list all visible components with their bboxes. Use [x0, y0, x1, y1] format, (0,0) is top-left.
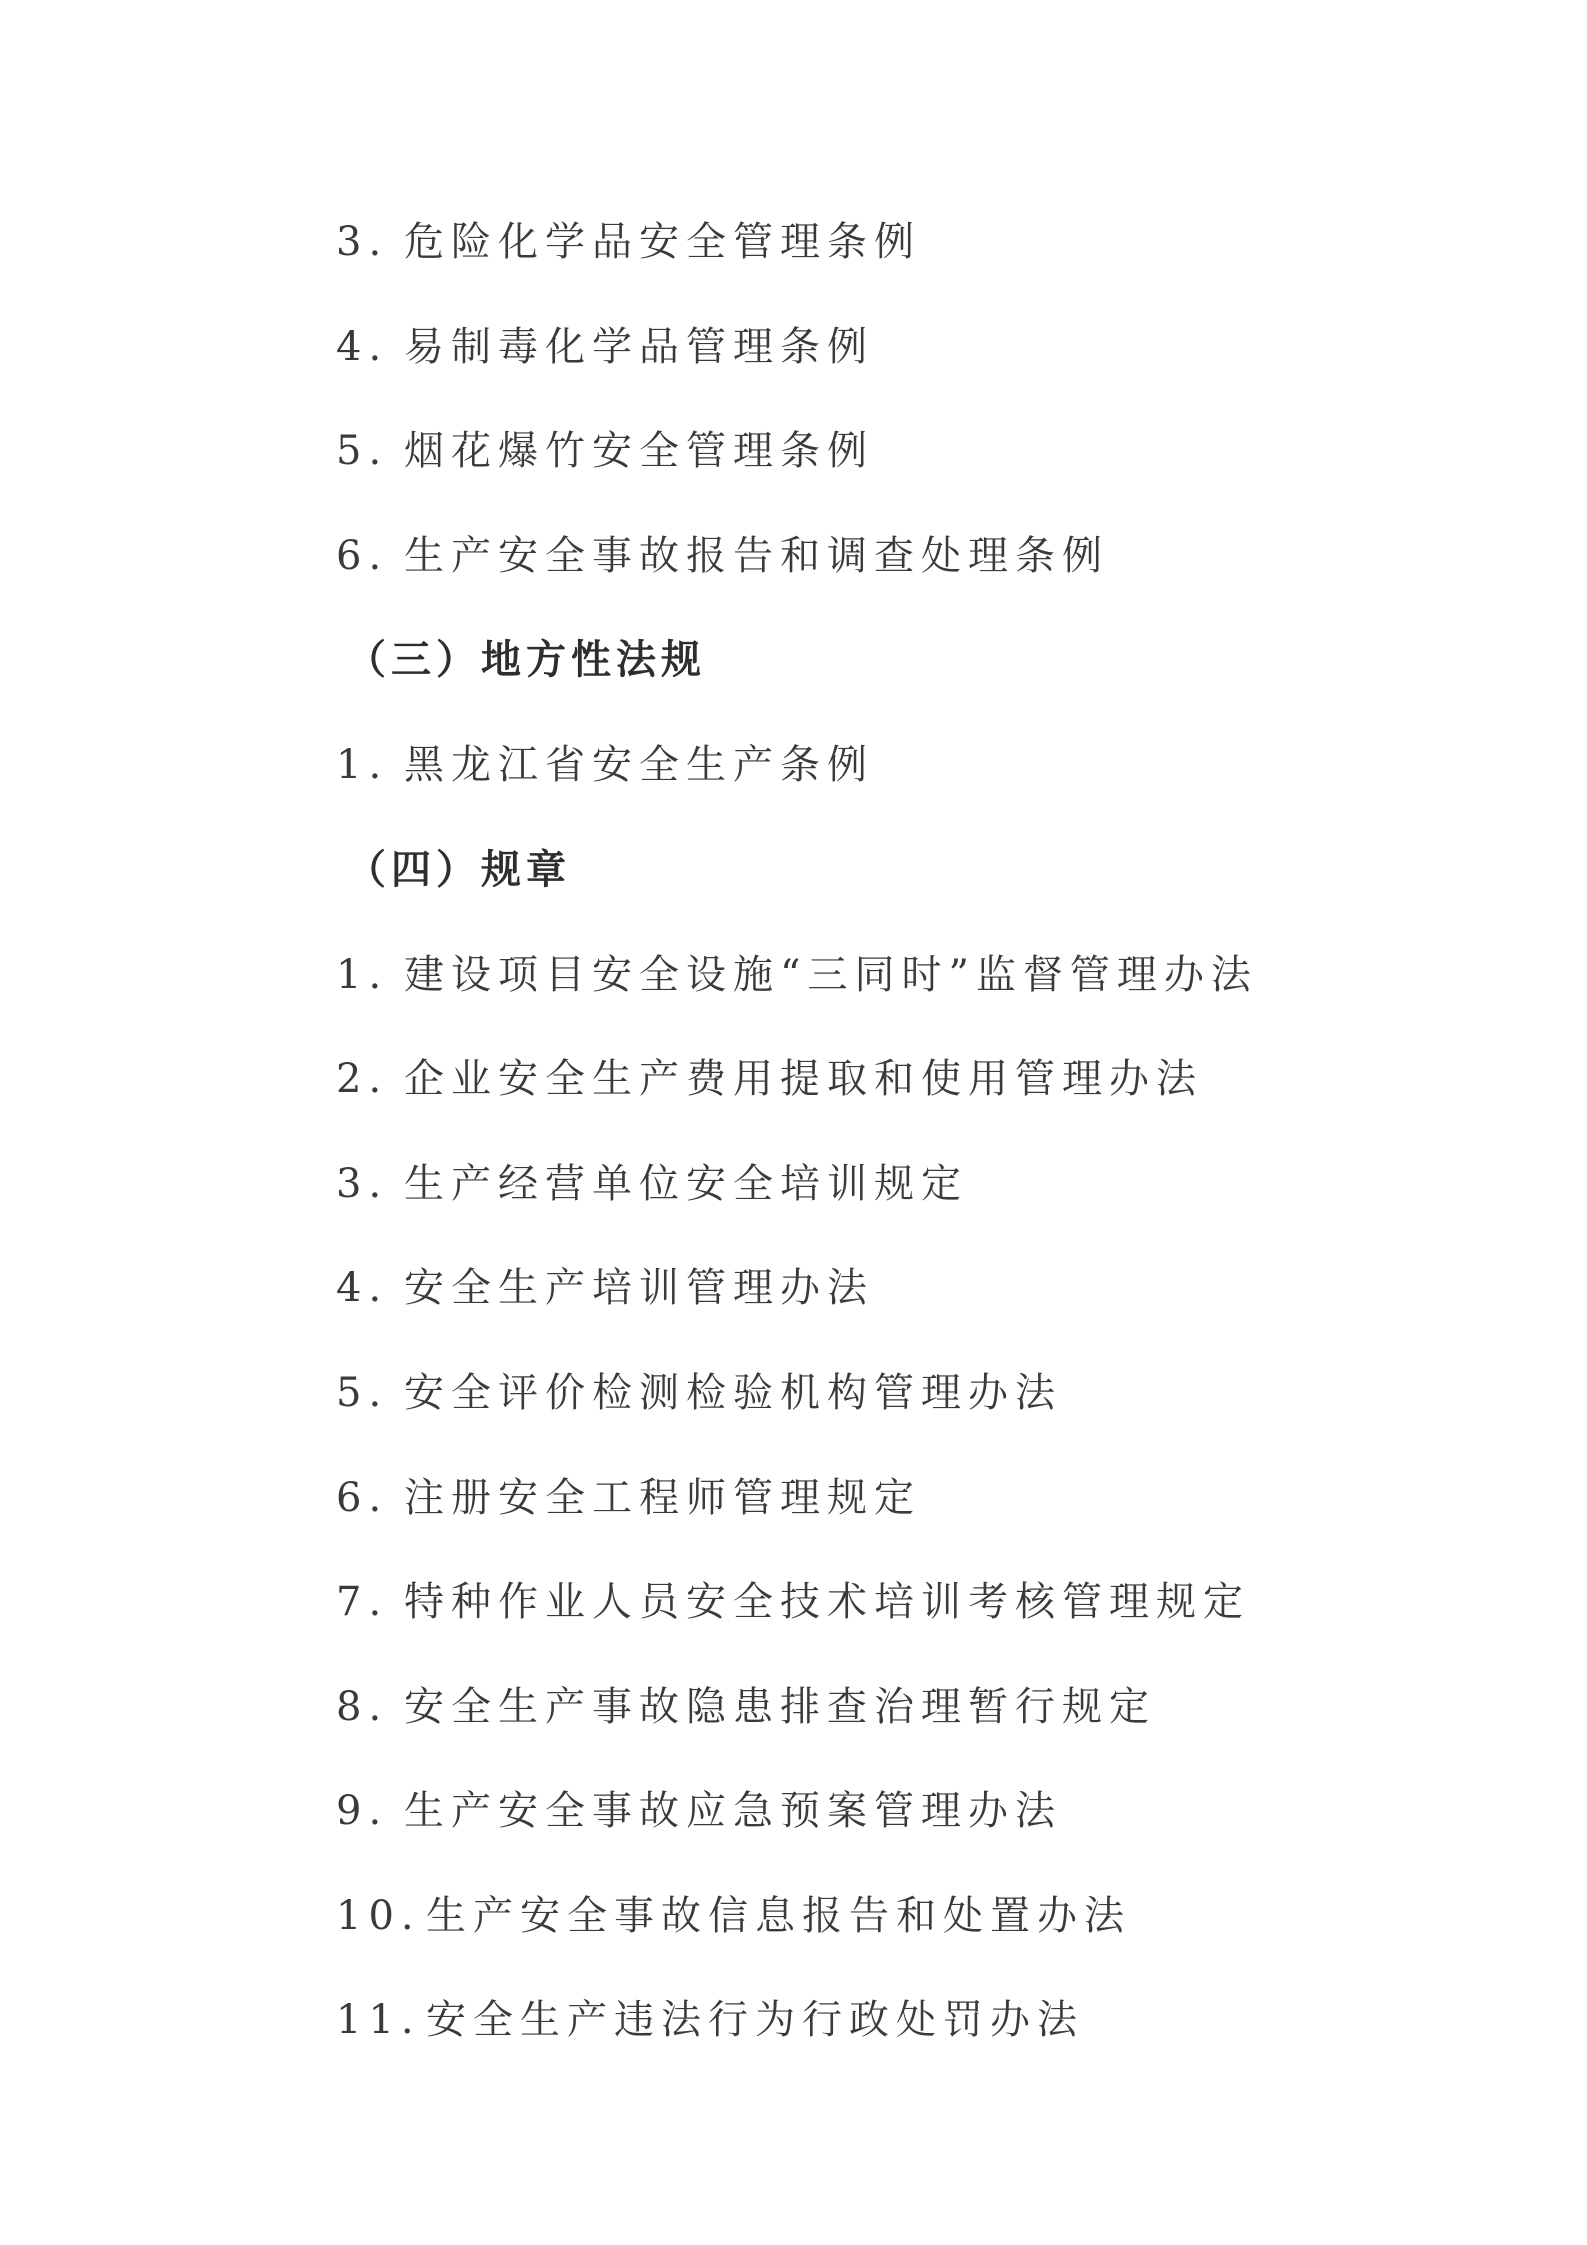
item-text: 生产安全事故应急预案管理办法: [404, 1788, 1062, 1834]
item-text: 企业安全生产费用提取和使用管理办法: [404, 1056, 1203, 1102]
item-text: 注册安全工程师管理规定: [404, 1475, 921, 1521]
list-item: [336, 1994, 1084, 2046]
item-text: 生产经营单位安全培训规定: [404, 1161, 968, 1207]
list-item: [336, 530, 1109, 582]
item-text: 安全评价检测检验机构管理办法: [404, 1370, 1062, 1416]
item-number: 8.: [336, 1684, 389, 1730]
item-number: 6.: [336, 533, 389, 579]
list-item: [336, 1681, 1156, 1733]
item-text: 烟花爆竹安全管理条例: [404, 428, 874, 474]
list-item: [336, 1158, 968, 1210]
list-item: [336, 1053, 1203, 1105]
list-item: [336, 425, 874, 477]
section-heading: （四）规章: [346, 847, 571, 893]
list-item: [336, 1472, 921, 1524]
item-number: 10.: [336, 1893, 421, 1939]
item-number: 1.: [336, 952, 389, 998]
list-item: [336, 321, 874, 373]
item-text: 安全生产违法行为行政处罚办法: [426, 1997, 1084, 2043]
item-number: 5.: [336, 428, 389, 474]
item-number: 2.: [336, 1056, 389, 1102]
item-text: 危险化学品安全管理条例: [404, 219, 921, 265]
item-text: 生产安全事故信息报告和处置办法: [426, 1893, 1131, 1939]
item-number: 6.: [336, 1475, 389, 1521]
item-number: 3.: [336, 1161, 389, 1207]
list-item: [336, 1262, 874, 1314]
list-item: [336, 1785, 1062, 1837]
section-heading: （三）地方性法规: [346, 637, 706, 683]
list-item: [336, 739, 874, 791]
item-number: 4.: [336, 324, 389, 370]
list-item: [336, 216, 921, 268]
item-text: 黑龙江省安全生产条例: [404, 742, 874, 788]
list-item: [336, 1890, 1131, 1942]
item-text: 生产安全事故报告和调查处理条例: [404, 533, 1109, 579]
item-text: 安全生产培训管理办法: [404, 1265, 874, 1311]
item-number: 5.: [336, 1370, 389, 1416]
item-text: 易制毒化学品管理条例: [404, 324, 874, 370]
item-number: 1.: [336, 742, 389, 788]
list-item: [336, 1367, 1062, 1419]
item-number: 11.: [336, 1997, 421, 2043]
item-number: 4.: [336, 1265, 389, 1311]
item-number: 3.: [336, 219, 389, 265]
item-text: 建设项目安全设施“三同时”监督管理办法: [404, 952, 1258, 998]
list-item: [336, 949, 1258, 1001]
list-item: [336, 1576, 1250, 1628]
item-number: 7.: [336, 1579, 389, 1625]
item-number: 9.: [336, 1788, 389, 1834]
item-text: 安全生产事故隐患排查治理暂行规定: [404, 1684, 1156, 1730]
item-text: 特种作业人员安全技术培训考核管理规定: [404, 1579, 1250, 1625]
